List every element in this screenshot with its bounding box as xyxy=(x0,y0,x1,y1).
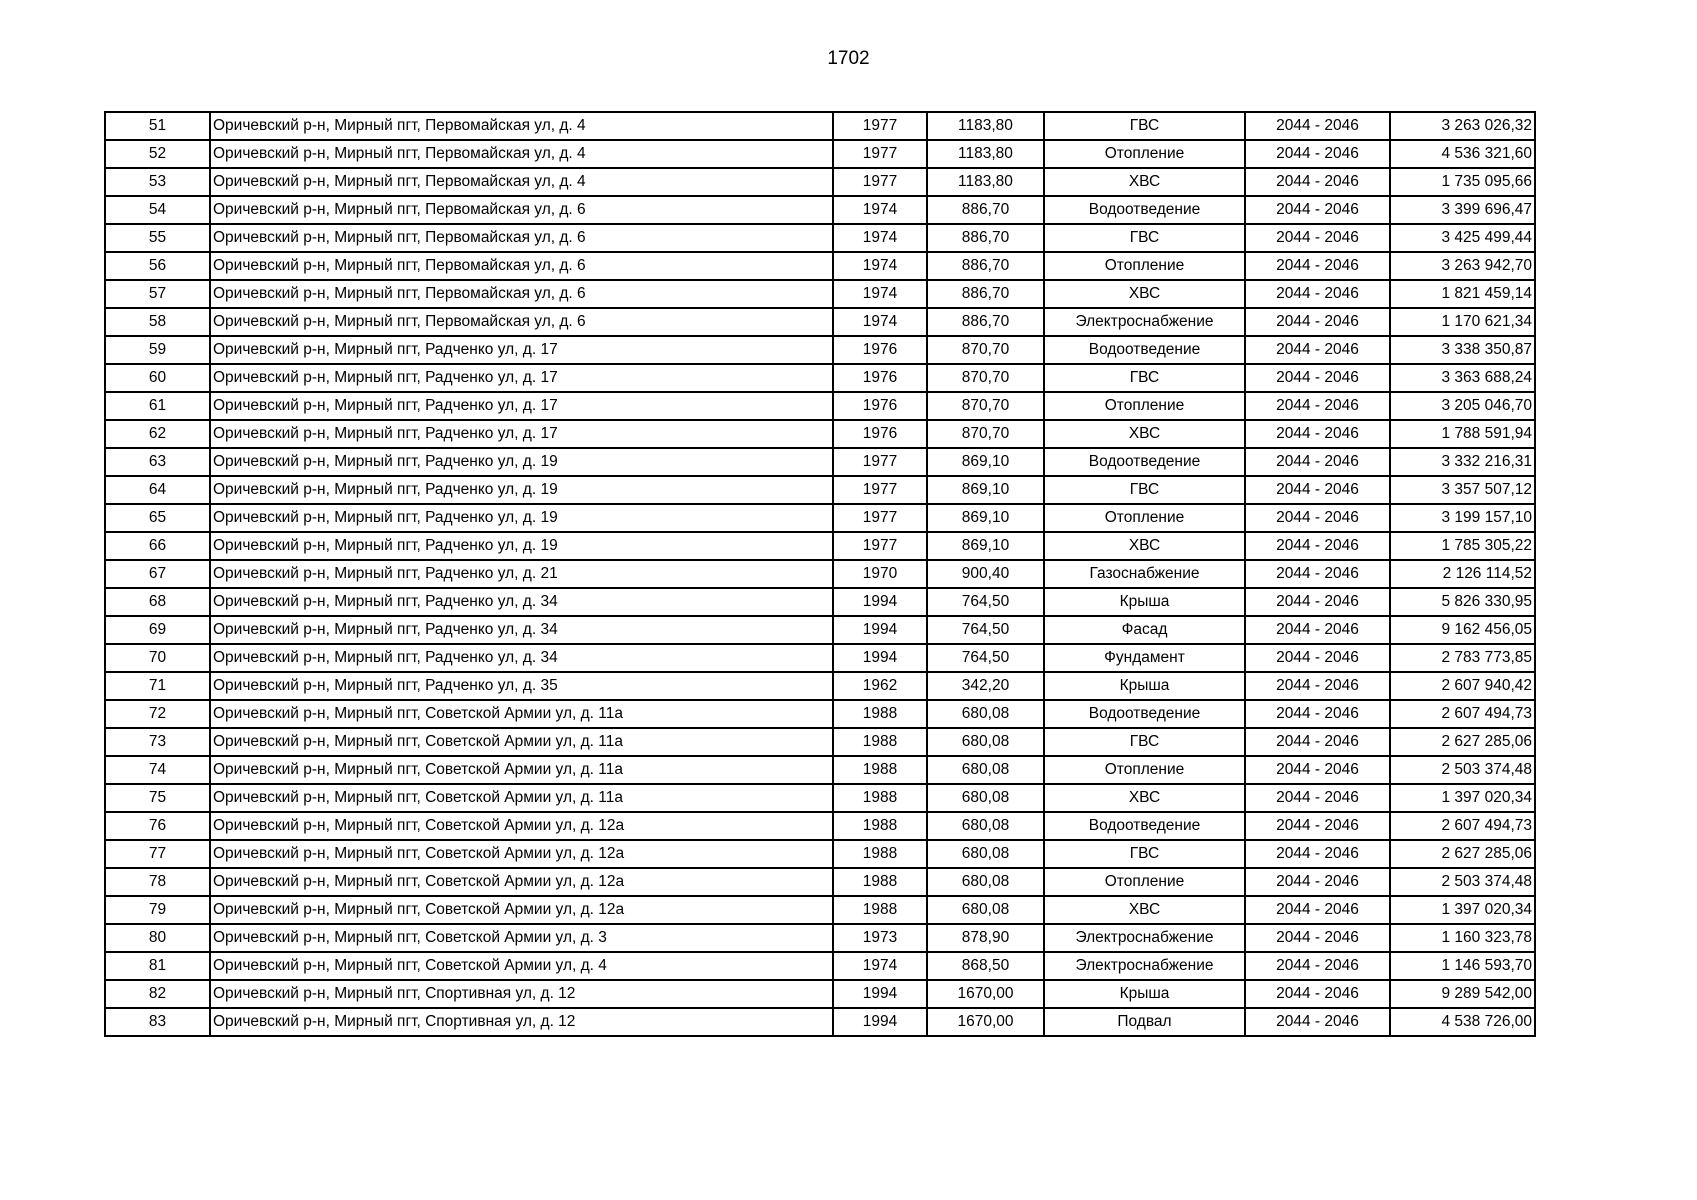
cost-cell: 5 826 330,95 xyxy=(1390,588,1535,616)
area-cell: 869,10 xyxy=(927,532,1044,560)
address-cell: Оричевский р-н, Мирный пгт, Радченко ул, д. 17 xyxy=(210,420,833,448)
work-type-cell: Газоснабжение xyxy=(1044,560,1245,588)
work-type-cell: Крыша xyxy=(1044,980,1245,1008)
table-row xyxy=(105,364,1535,392)
address-cell: Оричевский р-н, Мирный пгт, Советской Армии ул, д. 11а xyxy=(210,728,833,756)
table-row xyxy=(105,924,1535,952)
address-cell: Оричевский р-н, Мирный пгт, Советской Армии ул, д. 12а xyxy=(210,812,833,840)
area-cell: 886,70 xyxy=(927,252,1044,280)
build-year-cell: 1988 xyxy=(833,896,927,924)
cost-cell: 9 162 456,05 xyxy=(1390,616,1535,644)
work-type-cell: ГВС xyxy=(1044,728,1245,756)
work-type-cell: Отопление xyxy=(1044,140,1245,168)
repair-schedule-table xyxy=(104,111,1536,1037)
cost-cell: 2 607 494,73 xyxy=(1390,812,1535,840)
cost-cell: 2 607 940,42 xyxy=(1390,672,1535,700)
address-cell: Оричевский р-н, Мирный пгт, Радченко ул, д. 19 xyxy=(210,504,833,532)
area-cell: 886,70 xyxy=(927,308,1044,336)
build-year-cell: 1970 xyxy=(833,560,927,588)
row-number-cell: 66 xyxy=(105,532,210,560)
table-row xyxy=(105,280,1535,308)
address-cell: Оричевский р-н, Мирный пгт, Первомайская ул, д. 4 xyxy=(210,140,833,168)
row-number-cell: 51 xyxy=(105,112,210,140)
cost-cell: 2 627 285,06 xyxy=(1390,728,1535,756)
area-cell: 869,10 xyxy=(927,448,1044,476)
period-cell: 2044 - 2046 xyxy=(1245,868,1390,896)
period-cell: 2044 - 2046 xyxy=(1245,756,1390,784)
row-number-cell: 70 xyxy=(105,644,210,672)
table-row xyxy=(105,448,1535,476)
table-row xyxy=(105,224,1535,252)
work-type-cell: Электроснабжение xyxy=(1044,308,1245,336)
period-cell: 2044 - 2046 xyxy=(1245,336,1390,364)
table-row xyxy=(105,336,1535,364)
period-cell: 2044 - 2046 xyxy=(1245,280,1390,308)
area-cell: 1183,80 xyxy=(927,168,1044,196)
build-year-cell: 1988 xyxy=(833,756,927,784)
work-type-cell: Электроснабжение xyxy=(1044,924,1245,952)
period-cell: 2044 - 2046 xyxy=(1245,784,1390,812)
table-row xyxy=(105,784,1535,812)
work-type-cell: Отопление xyxy=(1044,504,1245,532)
work-type-cell: Фундамент xyxy=(1044,644,1245,672)
table-row xyxy=(105,728,1535,756)
work-type-cell: ХВС xyxy=(1044,420,1245,448)
table-row xyxy=(105,812,1535,840)
cost-cell: 9 289 542,00 xyxy=(1390,980,1535,1008)
row-number-cell: 58 xyxy=(105,308,210,336)
period-cell: 2044 - 2046 xyxy=(1245,420,1390,448)
row-number-cell: 60 xyxy=(105,364,210,392)
period-cell: 2044 - 2046 xyxy=(1245,392,1390,420)
table-row xyxy=(105,168,1535,196)
cost-cell: 2 126 114,52 xyxy=(1390,560,1535,588)
row-number-cell: 83 xyxy=(105,1008,210,1036)
area-cell: 870,70 xyxy=(927,392,1044,420)
table-row xyxy=(105,392,1535,420)
work-type-cell: ГВС xyxy=(1044,112,1245,140)
build-year-cell: 1994 xyxy=(833,1008,927,1036)
build-year-cell: 1976 xyxy=(833,420,927,448)
row-number-cell: 73 xyxy=(105,728,210,756)
address-cell: Оричевский р-н, Мирный пгт, Радченко ул, д. 17 xyxy=(210,336,833,364)
build-year-cell: 1994 xyxy=(833,980,927,1008)
cost-cell: 3 338 350,87 xyxy=(1390,336,1535,364)
period-cell: 2044 - 2046 xyxy=(1245,700,1390,728)
address-cell: Оричевский р-н, Мирный пгт, Первомайская ул, д. 4 xyxy=(210,112,833,140)
work-type-cell: Водоотведение xyxy=(1044,700,1245,728)
work-type-cell: Фасад xyxy=(1044,616,1245,644)
build-year-cell: 1962 xyxy=(833,672,927,700)
area-cell: 680,08 xyxy=(927,700,1044,728)
build-year-cell: 1988 xyxy=(833,784,927,812)
cost-cell: 2 607 494,73 xyxy=(1390,700,1535,728)
row-number-cell: 68 xyxy=(105,588,210,616)
table-row xyxy=(105,532,1535,560)
build-year-cell: 1977 xyxy=(833,168,927,196)
table-row xyxy=(105,1008,1535,1036)
row-number-cell: 77 xyxy=(105,840,210,868)
build-year-cell: 1974 xyxy=(833,952,927,980)
cost-cell: 1 788 591,94 xyxy=(1390,420,1535,448)
area-cell: 868,50 xyxy=(927,952,1044,980)
work-type-cell: Отопление xyxy=(1044,392,1245,420)
work-type-cell: Водоотведение xyxy=(1044,336,1245,364)
address-cell: Оричевский р-н, Мирный пгт, Радченко ул, д. 19 xyxy=(210,476,833,504)
build-year-cell: 1977 xyxy=(833,532,927,560)
build-year-cell: 1988 xyxy=(833,868,927,896)
row-number-cell: 67 xyxy=(105,560,210,588)
row-number-cell: 78 xyxy=(105,868,210,896)
period-cell: 2044 - 2046 xyxy=(1245,812,1390,840)
table-row xyxy=(105,980,1535,1008)
address-cell: Оричевский р-н, Мирный пгт, Спортивная ул, д. 12 xyxy=(210,1008,833,1036)
work-type-cell: ГВС xyxy=(1044,476,1245,504)
area-cell: 886,70 xyxy=(927,224,1044,252)
table-row xyxy=(105,252,1535,280)
page-number: 1702 xyxy=(827,48,870,69)
row-number-cell: 74 xyxy=(105,756,210,784)
cost-cell: 1 146 593,70 xyxy=(1390,952,1535,980)
area-cell: 869,10 xyxy=(927,476,1044,504)
area-cell: 1183,80 xyxy=(927,140,1044,168)
build-year-cell: 1976 xyxy=(833,364,927,392)
address-cell: Оричевский р-н, Мирный пгт, Радченко ул, д. 34 xyxy=(210,588,833,616)
period-cell: 2044 - 2046 xyxy=(1245,224,1390,252)
cost-cell: 1 160 323,78 xyxy=(1390,924,1535,952)
address-cell: Оричевский р-н, Мирный пгт, Радченко ул, д. 34 xyxy=(210,616,833,644)
period-cell: 2044 - 2046 xyxy=(1245,644,1390,672)
period-cell: 2044 - 2046 xyxy=(1245,616,1390,644)
work-type-cell: Отопление xyxy=(1044,252,1245,280)
table-row xyxy=(105,644,1535,672)
period-cell: 2044 - 2046 xyxy=(1245,308,1390,336)
area-cell: 869,10 xyxy=(927,504,1044,532)
work-type-cell: Водоотведение xyxy=(1044,196,1245,224)
address-cell: Оричевский р-н, Мирный пгт, Первомайская ул, д. 6 xyxy=(210,196,833,224)
area-cell: 764,50 xyxy=(927,644,1044,672)
row-number-cell: 82 xyxy=(105,980,210,1008)
row-number-cell: 81 xyxy=(105,952,210,980)
area-cell: 342,20 xyxy=(927,672,1044,700)
area-cell: 870,70 xyxy=(927,420,1044,448)
period-cell: 2044 - 2046 xyxy=(1245,112,1390,140)
build-year-cell: 1988 xyxy=(833,700,927,728)
work-type-cell: Отопление xyxy=(1044,868,1245,896)
area-cell: 680,08 xyxy=(927,728,1044,756)
period-cell: 2044 - 2046 xyxy=(1245,1008,1390,1036)
build-year-cell: 1977 xyxy=(833,448,927,476)
row-number-cell: 64 xyxy=(105,476,210,504)
row-number-cell: 61 xyxy=(105,392,210,420)
build-year-cell: 1994 xyxy=(833,588,927,616)
period-cell: 2044 - 2046 xyxy=(1245,504,1390,532)
address-cell: Оричевский р-н, Мирный пгт, Советской Армии ул, д. 11а xyxy=(210,700,833,728)
work-type-cell: ГВС xyxy=(1044,224,1245,252)
cost-cell: 1 735 095,66 xyxy=(1390,168,1535,196)
period-cell: 2044 - 2046 xyxy=(1245,560,1390,588)
build-year-cell: 1973 xyxy=(833,924,927,952)
address-cell: Оричевский р-н, Мирный пгт, Первомайская ул, д. 6 xyxy=(210,308,833,336)
address-cell: Оричевский р-н, Мирный пгт, Советской Армии ул, д. 12а xyxy=(210,840,833,868)
table-row xyxy=(105,196,1535,224)
area-cell: 1670,00 xyxy=(927,980,1044,1008)
area-cell: 900,40 xyxy=(927,560,1044,588)
table-row xyxy=(105,140,1535,168)
address-cell: Оричевский р-н, Мирный пгт, Спортивная ул, д. 12 xyxy=(210,980,833,1008)
row-number-cell: 80 xyxy=(105,924,210,952)
area-cell: 1670,00 xyxy=(927,1008,1044,1036)
period-cell: 2044 - 2046 xyxy=(1245,924,1390,952)
table-row xyxy=(105,476,1535,504)
work-type-cell: ХВС xyxy=(1044,280,1245,308)
row-number-cell: 71 xyxy=(105,672,210,700)
table-row xyxy=(105,588,1535,616)
address-cell: Оричевский р-н, Мирный пгт, Радченко ул, д. 34 xyxy=(210,644,833,672)
period-cell: 2044 - 2046 xyxy=(1245,252,1390,280)
work-type-cell: ХВС xyxy=(1044,532,1245,560)
build-year-cell: 1974 xyxy=(833,308,927,336)
address-cell: Оричевский р-н, Мирный пгт, Первомайская ул, д. 6 xyxy=(210,224,833,252)
area-cell: 886,70 xyxy=(927,196,1044,224)
address-cell: Оричевский р-н, Мирный пгт, Советской Армии ул, д. 12а xyxy=(210,868,833,896)
area-cell: 680,08 xyxy=(927,896,1044,924)
period-cell: 2044 - 2046 xyxy=(1245,140,1390,168)
row-number-cell: 52 xyxy=(105,140,210,168)
work-type-cell: Крыша xyxy=(1044,672,1245,700)
address-cell: Оричевский р-н, Мирный пгт, Советской Армии ул, д. 11а xyxy=(210,784,833,812)
row-number-cell: 59 xyxy=(105,336,210,364)
cost-cell: 3 199 157,10 xyxy=(1390,504,1535,532)
row-number-cell: 72 xyxy=(105,700,210,728)
row-number-cell: 79 xyxy=(105,896,210,924)
area-cell: 878,90 xyxy=(927,924,1044,952)
period-cell: 2044 - 2046 xyxy=(1245,840,1390,868)
cost-cell: 1 397 020,34 xyxy=(1390,896,1535,924)
build-year-cell: 1976 xyxy=(833,336,927,364)
build-year-cell: 1974 xyxy=(833,280,927,308)
area-cell: 680,08 xyxy=(927,868,1044,896)
address-cell: Оричевский р-н, Мирный пгт, Первомайская ул, д. 6 xyxy=(210,280,833,308)
cost-cell: 3 263 026,32 xyxy=(1390,112,1535,140)
cost-cell: 3 363 688,24 xyxy=(1390,364,1535,392)
address-cell: Оричевский р-н, Мирный пгт, Радченко ул, д. 19 xyxy=(210,532,833,560)
work-type-cell: ХВС xyxy=(1044,784,1245,812)
area-cell: 870,70 xyxy=(927,364,1044,392)
row-number-cell: 57 xyxy=(105,280,210,308)
cost-cell: 1 821 459,14 xyxy=(1390,280,1535,308)
work-type-cell: Водоотведение xyxy=(1044,812,1245,840)
address-cell: Оричевский р-н, Мирный пгт, Советской Армии ул, д. 3 xyxy=(210,924,833,952)
build-year-cell: 1974 xyxy=(833,252,927,280)
build-year-cell: 1977 xyxy=(833,476,927,504)
address-cell: Оричевский р-н, Мирный пгт, Первомайская ул, д. 6 xyxy=(210,252,833,280)
period-cell: 2044 - 2046 xyxy=(1245,980,1390,1008)
build-year-cell: 1988 xyxy=(833,840,927,868)
address-cell: Оричевский р-н, Мирный пгт, Первомайская ул, д. 4 xyxy=(210,168,833,196)
cost-cell: 2 503 374,48 xyxy=(1390,756,1535,784)
work-type-cell: Отопление xyxy=(1044,756,1245,784)
address-cell: Оричевский р-н, Мирный пгт, Радченко ул, д. 19 xyxy=(210,448,833,476)
address-cell: Оричевский р-н, Мирный пгт, Советской Армии ул, д. 4 xyxy=(210,952,833,980)
area-cell: 1183,80 xyxy=(927,112,1044,140)
address-cell: Оричевский р-н, Мирный пгт, Советской Армии ул, д. 11а xyxy=(210,756,833,784)
area-cell: 886,70 xyxy=(927,280,1044,308)
build-year-cell: 1977 xyxy=(833,504,927,532)
address-cell: Оричевский р-н, Мирный пгт, Радченко ул, д. 17 xyxy=(210,364,833,392)
work-type-cell: ГВС xyxy=(1044,840,1245,868)
build-year-cell: 1988 xyxy=(833,728,927,756)
period-cell: 2044 - 2046 xyxy=(1245,196,1390,224)
address-cell: Оричевский р-н, Мирный пгт, Радченко ул, д. 21 xyxy=(210,560,833,588)
address-cell: Оричевский р-н, Мирный пгт, Радченко ул, д. 35 xyxy=(210,672,833,700)
cost-cell: 4 538 726,00 xyxy=(1390,1008,1535,1036)
table-row xyxy=(105,560,1535,588)
build-year-cell: 1988 xyxy=(833,812,927,840)
period-cell: 2044 - 2046 xyxy=(1245,476,1390,504)
row-number-cell: 54 xyxy=(105,196,210,224)
period-cell: 2044 - 2046 xyxy=(1245,896,1390,924)
area-cell: 680,08 xyxy=(927,756,1044,784)
row-number-cell: 62 xyxy=(105,420,210,448)
row-number-cell: 55 xyxy=(105,224,210,252)
cost-cell: 3 263 942,70 xyxy=(1390,252,1535,280)
area-cell: 680,08 xyxy=(927,784,1044,812)
work-type-cell: Электроснабжение xyxy=(1044,952,1245,980)
area-cell: 764,50 xyxy=(927,616,1044,644)
period-cell: 2044 - 2046 xyxy=(1245,364,1390,392)
cost-cell: 3 399 696,47 xyxy=(1390,196,1535,224)
cost-cell: 1 785 305,22 xyxy=(1390,532,1535,560)
period-cell: 2044 - 2046 xyxy=(1245,532,1390,560)
area-cell: 680,08 xyxy=(927,812,1044,840)
row-number-cell: 63 xyxy=(105,448,210,476)
row-number-cell: 65 xyxy=(105,504,210,532)
table-row xyxy=(105,896,1535,924)
cost-cell: 2 783 773,85 xyxy=(1390,644,1535,672)
build-year-cell: 1994 xyxy=(833,644,927,672)
work-type-cell: ХВС xyxy=(1044,896,1245,924)
table-row xyxy=(105,868,1535,896)
cost-cell: 3 357 507,12 xyxy=(1390,476,1535,504)
row-number-cell: 76 xyxy=(105,812,210,840)
row-number-cell: 53 xyxy=(105,168,210,196)
table-row xyxy=(105,840,1535,868)
work-type-cell: ХВС xyxy=(1044,168,1245,196)
build-year-cell: 1977 xyxy=(833,112,927,140)
period-cell: 2044 - 2046 xyxy=(1245,952,1390,980)
work-type-cell: Подвал xyxy=(1044,1008,1245,1036)
table-row xyxy=(105,700,1535,728)
work-type-cell: Водоотведение xyxy=(1044,448,1245,476)
area-cell: 680,08 xyxy=(927,840,1044,868)
table-row xyxy=(105,308,1535,336)
area-cell: 764,50 xyxy=(927,588,1044,616)
table-row xyxy=(105,952,1535,980)
cost-cell: 1 170 621,34 xyxy=(1390,308,1535,336)
table-row xyxy=(105,672,1535,700)
table-row xyxy=(105,504,1535,532)
cost-cell: 3 205 046,70 xyxy=(1390,392,1535,420)
build-year-cell: 1976 xyxy=(833,392,927,420)
work-type-cell: ГВС xyxy=(1044,364,1245,392)
row-number-cell: 56 xyxy=(105,252,210,280)
table-row xyxy=(105,616,1535,644)
cost-cell: 2 627 285,06 xyxy=(1390,840,1535,868)
cost-cell: 4 536 321,60 xyxy=(1390,140,1535,168)
row-number-cell: 69 xyxy=(105,616,210,644)
table-row xyxy=(105,112,1535,140)
cost-cell: 3 332 216,31 xyxy=(1390,448,1535,476)
address-cell: Оричевский р-н, Мирный пгт, Радченко ул, д. 17 xyxy=(210,392,833,420)
period-cell: 2044 - 2046 xyxy=(1245,448,1390,476)
address-cell: Оричевский р-н, Мирный пгт, Советской Армии ул, д. 12а xyxy=(210,896,833,924)
period-cell: 2044 - 2046 xyxy=(1245,588,1390,616)
cost-cell: 3 425 499,44 xyxy=(1390,224,1535,252)
period-cell: 2044 - 2046 xyxy=(1245,168,1390,196)
table-row xyxy=(105,756,1535,784)
period-cell: 2044 - 2046 xyxy=(1245,728,1390,756)
table-body xyxy=(105,112,1535,1036)
build-year-cell: 1974 xyxy=(833,196,927,224)
period-cell: 2044 - 2046 xyxy=(1245,672,1390,700)
work-type-cell: Крыша xyxy=(1044,588,1245,616)
build-year-cell: 1977 xyxy=(833,140,927,168)
area-cell: 870,70 xyxy=(927,336,1044,364)
row-number-cell: 75 xyxy=(105,784,210,812)
cost-cell: 1 397 020,34 xyxy=(1390,784,1535,812)
table-row xyxy=(105,420,1535,448)
build-year-cell: 1994 xyxy=(833,616,927,644)
build-year-cell: 1974 xyxy=(833,224,927,252)
cost-cell: 2 503 374,48 xyxy=(1390,868,1535,896)
